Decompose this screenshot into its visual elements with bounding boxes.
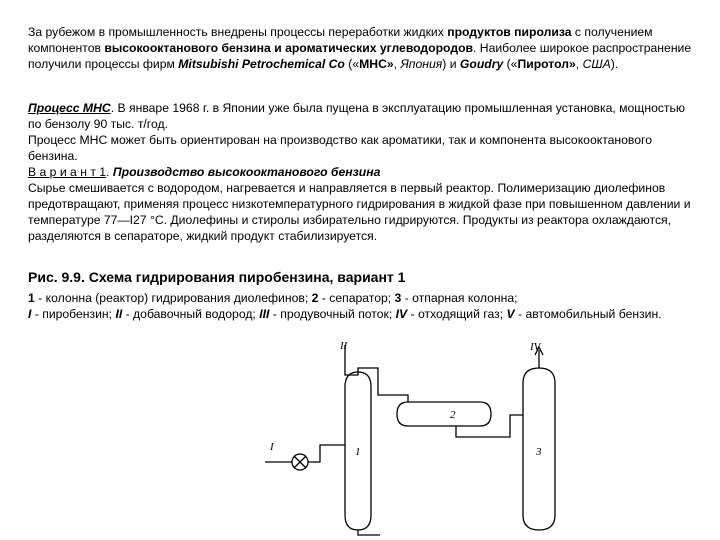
company-name: Goudry — [459, 57, 504, 71]
legend-key: III — [259, 307, 270, 321]
legend-key: 3 — [394, 291, 402, 305]
text: , — [393, 57, 401, 71]
text: ). — [610, 57, 619, 71]
text: с получением компонентов — [28, 25, 653, 55]
process-intro — [28, 100, 696, 132]
bottom-line — [358, 530, 380, 535]
process-orientation: Процесс МНС может быть ориентирован на производство как ароматики, так и компонента высокооктанового бензина. — [28, 133, 653, 163]
legend-key: V — [506, 307, 515, 321]
legend-text: - сепаратор; — [318, 291, 395, 305]
variant-label: В а р и а н т 1 — [28, 165, 107, 179]
figure-caption: Рис. 9.9. Схема гидрирования пиробензина, вариант 1 — [28, 269, 406, 285]
process-paragraph — [28, 100, 696, 244]
separator-2 — [397, 402, 491, 426]
text: (« — [344, 57, 360, 71]
legend-text: - продувочный поток; — [269, 307, 396, 321]
process-title: Процесс МНС — [28, 101, 111, 115]
legend-text: - отпарная колонна; — [401, 291, 518, 305]
legend-key: 2 — [311, 291, 319, 305]
feed-to-column — [308, 445, 345, 462]
legend-key: I — [28, 307, 32, 321]
text: За рубежом в промышленность внедрены процессы переработки жидких — [28, 25, 448, 39]
label-stream-IV: IV — [530, 341, 541, 353]
text: ) и — [442, 57, 460, 71]
process-flow-diagram — [260, 335, 570, 540]
text: . Наиболее широкое распространение получили процессы фирм — [28, 41, 692, 71]
legend-key: 1 — [28, 291, 35, 305]
variant-title: Производство высокооктанового бензина — [112, 165, 381, 179]
heater-cross — [294, 456, 306, 468]
country: Япония — [400, 57, 443, 71]
variant-heading — [28, 164, 696, 180]
text-bold: продуктов пиролиза — [447, 25, 572, 39]
figure-legend — [28, 290, 696, 322]
legend-text: - автомобильный бензин. — [514, 307, 662, 321]
legend-text: - добавочный водород; — [122, 307, 260, 321]
legend-text: - колонна (реактор) гидрирования диолефинов; — [34, 291, 312, 305]
label-stream-II: II — [340, 340, 348, 352]
company-name: Mitsubishi Petrochemical Co — [178, 57, 345, 71]
label-stream-I: I — [270, 441, 274, 453]
label-unit-1: 1 — [355, 446, 361, 458]
intro-paragraph — [28, 24, 696, 72]
variant-description: Сырье смешивается с водородом, нагревается и направляется в первый реактор. Полимеризацию диолефинов предотвращают, применяя процесс низкотемпературного гидрирования в жидкой фазе при повышенном давлении и температуре 77—I27 °С. Диолефины и стиролы избирательно гидрируются. Продукты из реактора охлаждаются, разделяются в сепараторе, жидкий продукт стабилизируется. — [28, 181, 691, 243]
label-unit-3: 3 — [536, 446, 542, 458]
legend-key: IV — [395, 307, 408, 321]
text: (« — [503, 57, 518, 71]
process-name: Пиротол» — [517, 57, 576, 71]
label-unit-2: 2 — [450, 409, 456, 421]
text: . В январе 1968 г. в Японии уже была пущена в эксплуатацию промышленная установка, мощностью по бензолу 90 тыс. т/год. — [28, 101, 686, 131]
process-name: МНС» — [359, 57, 394, 71]
text-bold: высокооктанового бензина и ароматических углеводородов — [104, 41, 474, 55]
legend-text: - отходящий газ; — [407, 307, 507, 321]
text: , — [575, 57, 583, 71]
legend-text: - пиробензин; — [31, 307, 116, 321]
country: США — [582, 57, 611, 71]
legend-key: II — [115, 307, 123, 321]
text: . — [106, 165, 113, 179]
